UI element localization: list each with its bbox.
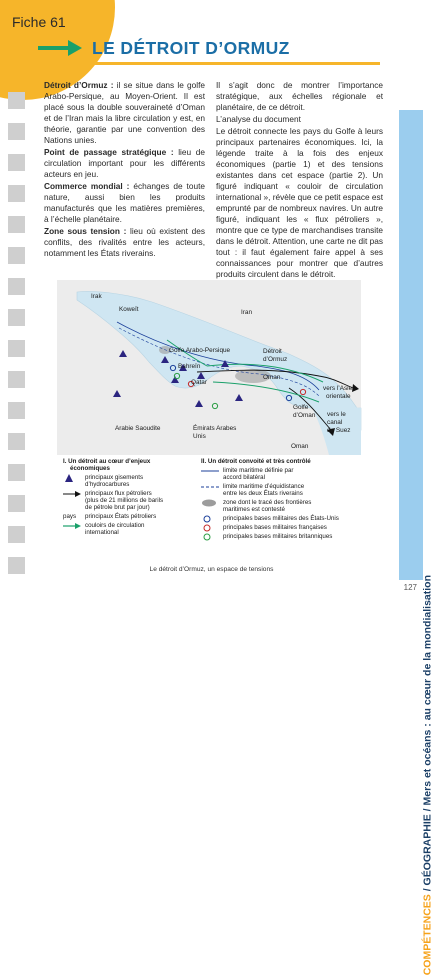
legend-item-flux: principaux flux pétroliers (plus de 21 millions de barils de pétrole brut par jour) [63,490,193,511]
map-label-irak: Irak [91,293,102,300]
margin-square [8,402,25,419]
map-label-golfe: Golfe Arabo-Persique [169,347,231,354]
margin-square [8,185,25,202]
page-number: 127 [403,583,417,592]
map-legend [63,458,361,558]
legend-item-limite-equidistance: limite maritime d’équidistance entre les deux États riverains [201,483,361,497]
legend-item-couloirs: couloirs de circulation international [63,522,193,536]
fiche-label: Fiche 61 [12,14,66,30]
map-label-asie: vers l’Asie [323,385,353,392]
legend-item-bases-uk: principales bases militaires britanniques [201,533,361,540]
side-banner [399,110,423,580]
map-label-qatar: Qatar [191,379,207,386]
map-label-detroit: Détroit [263,348,282,355]
legend-item-etats: pays principaux États pétroliers [63,513,157,520]
map-label-suez-2: canal [327,419,343,426]
legend-heading-2: II. Un détroit convoité et très contrôlé [201,458,311,465]
flow-arrow-icon [63,490,81,498]
definitions-column [44,80,205,260]
legend-heading-1: I. Un détroit au cœur d’enjeux [63,458,151,465]
corridor-arrow-icon [63,522,81,530]
definition-tension: Zone sous tension : lieu où existent des conflits, des rivalités entre les acteurs, notamment les États riverains. [44,226,205,258]
line-icon [201,467,219,475]
legend-item-zone-contestee: zone dont le tracé des frontières maritimes est contesté [201,499,361,513]
legend-item-limite-accord: limite maritime définie par accord bilatéral [201,467,361,481]
contested-zone-icon [201,499,219,507]
definition-passage: Point de passage stratégique : lieu de circulation important pour les différents acteurs en jeu. [44,147,205,179]
triangle-icon [63,474,81,482]
margin-square [8,123,25,140]
analysis-subheading: L’analyse du document [216,114,301,124]
figure-caption: Le détroit d’Ormuz, un espace de tensions [149,566,274,573]
margin-square [8,216,25,233]
margin-square [8,154,25,171]
map-label-asie-2: orientale [326,393,351,400]
map-label-emirats-2: Unis [193,433,206,440]
map-label-golfe-oman: Golfe [293,404,309,411]
map-label-suez-3: de Suez [327,427,351,434]
legend-part-tensions [201,458,361,542]
circle-blue-icon [201,515,219,523]
map-label-ormuz: d’Ormuz [263,356,288,363]
map-label-suez: vers le [327,411,346,418]
margin-square [8,309,25,326]
legend-item-bases-fr: principales bases militaires françaises [201,524,361,531]
map-label-koweit: Koweït [119,306,139,313]
map-strait-of-hormuz [57,280,361,455]
legend-item-bases-us: principales bases militaires des États-Unis [201,515,361,522]
legend-heading-1b: économiques [70,465,110,472]
margin-square [8,340,25,357]
margin-square [8,495,25,512]
map-label-iran: Iran [241,309,253,316]
margin-square [8,464,25,481]
definition-commerce: Commerce mondial : échanges de toute nature, aussi bien les produits manufacturés que les matières premières, à l’échelle planétaire. [44,181,205,224]
page-title: LE DÉTROIT D’ORMUZ [92,38,290,58]
map-label-arabie: Arabie Saoudite [115,425,161,432]
title-underline [90,62,380,65]
legend-item-gisements: principaux gisements d’hydrocarbures [63,474,193,488]
margin-square [8,371,25,388]
legend-part-economic [63,458,193,538]
analysis-column [216,80,383,281]
analysis-intro: Il s’agit donc de montrer l’importance stratégique, aux échelles régionale et planétaire, de ce détroit. [216,80,383,112]
map-label-bahrein: Bahreïn [178,363,201,370]
circle-red-icon [201,524,219,532]
map-label-oman-north: Oman [263,374,281,381]
dashed-line-icon [201,483,219,491]
circle-green-icon [201,533,219,541]
map-label-emirats: Émirats Arabes [193,425,237,432]
margin-square [8,433,25,450]
margin-square [8,278,25,295]
analysis-body: Le détroit connecte les pays du Golfe à leurs principaux partenaires économiques. Ici, la légende traite à la fois des enjeux économiques (partie 1) et des tensions existantes dans cet espace (partie 2). Un figuré indiquant « couloir de circulation international », révèle que ce petit espace est emprunté par de nombreux navires. Un autre figuré, indiquant les « flux pétroliers », montre que ce type de marchandises transite dans le détroit. Attention, une carte ne dit pas tout : il faut également faire appel à ses connaissances pour montrer que d’autres produits circulent dans le détroit. [216,126,383,279]
definition-ormuz: Détroit d’Ormuz : il se situe dans le golfe Arabo-Persique, au Moyen-Orient. Il est placé sous la double souveraineté d’Oman et de l’Iran mais la libre circulation y est, en théorie, garantie par une convention des Nations unies. [44,80,206,145]
arrow-right-icon [38,40,82,56]
side-banner-text: COMPÉTENCES / GÉOGRAPHIE / Mers et océans : au cœur de la mondialisation [421,575,433,975]
map-label-oman-south: Oman [291,443,309,450]
margin-square [8,92,25,109]
map-label-golfe-oman-2: d’Oman [293,412,316,419]
margin-square [8,247,25,264]
margin-square [8,526,25,543]
